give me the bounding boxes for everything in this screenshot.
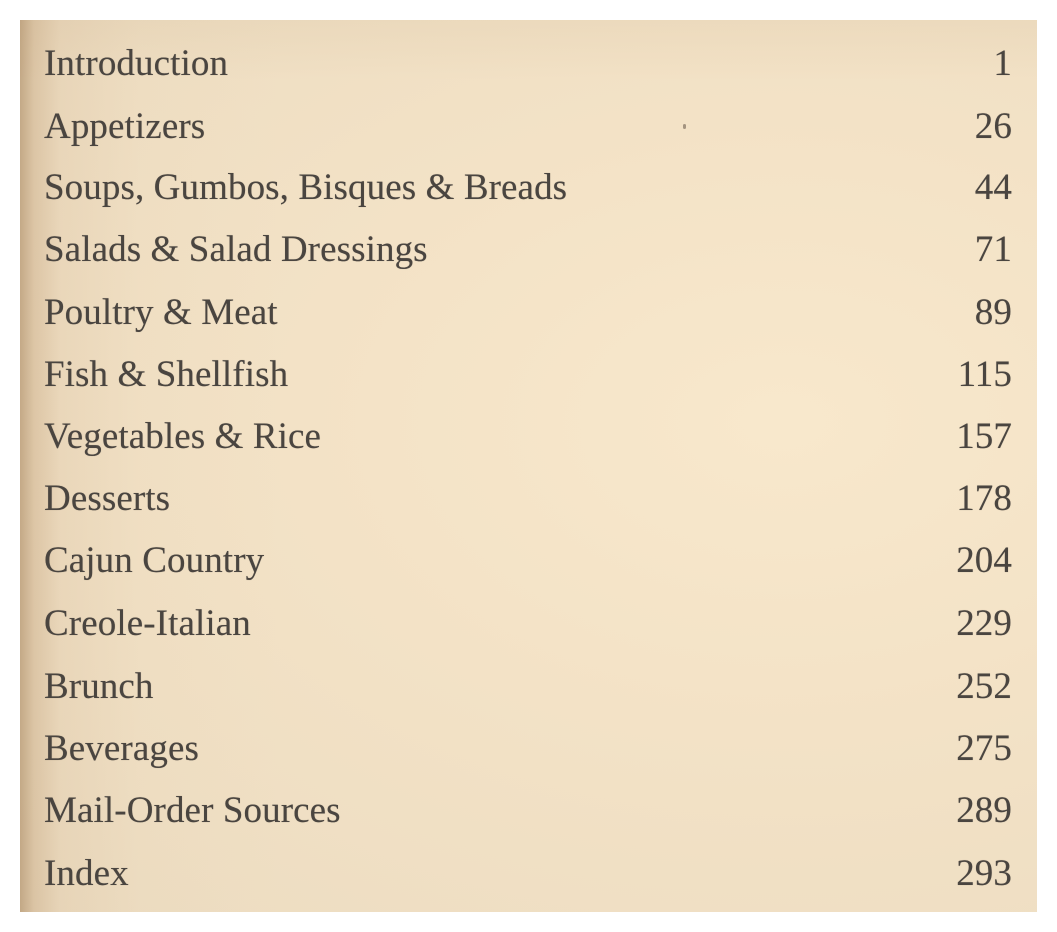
toc-entry-cajun-country	[20, 534, 1037, 586]
toc-entry-page-number: 44	[974, 166, 1012, 208]
toc-entry-page-number: 26	[974, 105, 1012, 147]
toc-entry-page-number: 289	[956, 789, 1012, 831]
toc-entry-beverages	[20, 722, 1037, 774]
toc-entry-title: Introduction	[44, 42, 229, 84]
toc-entry-appetizers	[20, 100, 1037, 152]
book-page	[20, 20, 1037, 912]
toc-entry-page-number: 1	[993, 42, 1012, 84]
toc-entry-title: Creole-Italian	[44, 602, 251, 644]
toc-entry-title: Poultry & Meat	[44, 291, 278, 333]
toc-entry-introduction	[20, 37, 1037, 89]
toc-entry-poultry-meat	[20, 286, 1037, 338]
toc-entry-title: Fish & Shellfish	[44, 353, 289, 395]
toc-entry-mail-order-sources	[20, 784, 1037, 836]
toc-entry-page-number: 252	[956, 665, 1012, 707]
toc-entry-title: Mail-Order Sources	[44, 789, 341, 831]
toc-entry-title: Vegetables & Rice	[44, 415, 322, 457]
toc-entry-title: Salads & Salad Dressings	[44, 228, 428, 270]
toc-entry-title: Cajun Country	[44, 539, 265, 581]
toc-entry-brunch	[20, 660, 1037, 712]
toc-entry-index	[20, 847, 1037, 899]
toc-entry-page-number: 178	[956, 477, 1012, 519]
toc-entry-page-number: 293	[956, 852, 1012, 894]
toc-entry-title: Beverages	[44, 727, 199, 769]
toc-entry-title: Appetizers	[44, 105, 206, 147]
toc-entry-vegetables-rice	[20, 410, 1037, 462]
toc-entry-page-number: 89	[974, 291, 1012, 333]
toc-entry-creole-italian	[20, 597, 1037, 649]
table-of-contents	[20, 20, 1037, 912]
toc-entry-page-number: 275	[956, 727, 1012, 769]
toc-entry-title: Soups, Gumbos, Bisques & Breads	[44, 166, 568, 208]
toc-entry-page-number: 71	[974, 228, 1012, 270]
toc-entry-page-number: 157	[956, 415, 1012, 457]
toc-entry-page-number: 229	[956, 602, 1012, 644]
toc-entry-soups-gumbos-bisques-breads	[20, 161, 1037, 213]
toc-entry-desserts	[20, 472, 1037, 524]
toc-entry-page-number: 204	[956, 539, 1012, 581]
toc-entry-page-number: 115	[957, 353, 1012, 395]
toc-entry-salads-salad-dressings	[20, 223, 1037, 275]
toc-entry-fish-shellfish	[20, 348, 1037, 400]
toc-entry-title: Desserts	[44, 477, 171, 519]
toc-entry-title: Brunch	[44, 665, 154, 707]
toc-entry-title: Index	[44, 852, 129, 894]
